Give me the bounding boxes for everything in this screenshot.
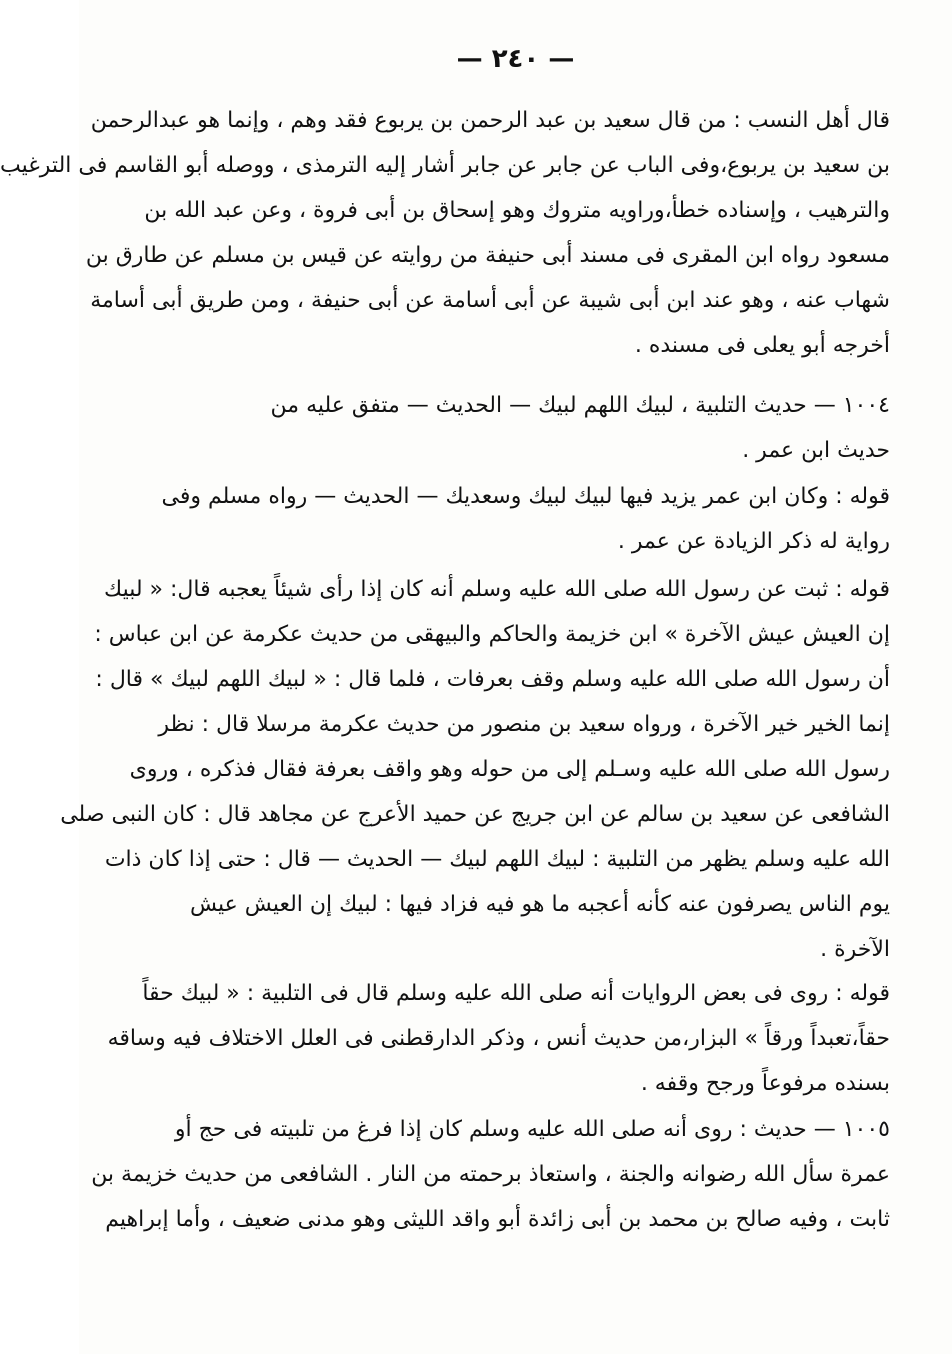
text-line: قوله : روى فى بعض الروايات أنه صلى الله عليه وسلم قال فى التلبية : « لبيك حقاً xyxy=(142,981,890,1006)
paragraph-2 xyxy=(137,383,890,473)
text-line: مسعود رواه ابن المقرى فى مسند أبى حنيفة من روايته عن قيس بن مسلم عن طارق بن xyxy=(85,243,890,268)
text-line: يوم الناس يصرفون عنه كأنه أعجبه ما هو فيه فزاد فيها : لبيك إن العيش عيش xyxy=(189,892,890,917)
text-line: بسنده مرفوعاً ورجح وقفه . xyxy=(640,1071,890,1096)
paragraph-5 xyxy=(107,971,890,1106)
text-line: ١٠٠٥ — حديث : روى أنه صلى الله عليه وسلم كان إذا فرغ من تلبيته فى حج أو xyxy=(174,1117,890,1142)
text-line: الشافعى عن سعيد بن سالم عن ابن جريج عن حميد الأعرج عن مجاهد قال : كان النبى صلى xyxy=(60,802,890,827)
text-line: حقاً،تعبداً ورقاً » البزار،من حديث أنس ، وذكر الدارقطنى فى العلل الاختلاف فيه وساقه xyxy=(107,1026,890,1051)
page-number: — ٢٤٠ — xyxy=(456,44,575,74)
text-line: رسول الله صلى الله عليه وسـلم إلى من حوله وهو واقف بعرفة فقال فذكره ، وروى xyxy=(129,757,890,782)
text-line: قوله : ثبت عن رسول الله صلى الله عليه وسلم أنه كان إذا رأى شيئاً يعجبه قال: « لبيك xyxy=(104,577,890,602)
text-line: قال أهل النسب : من قال سعيد بن عبد الرحمن بن يربوع فقد وهم ، وإنما هو عبدالرحمن xyxy=(90,108,890,133)
text-line: شهاب عنه ، وهو عند ابن أبى شيبة عن أبى أسامة عن أبى حنيفة ، ومن طريق أبى أسامة xyxy=(90,288,890,313)
text-line: الآخرة . xyxy=(820,937,890,962)
text-line: أن رسول الله صلى الله عليه وسلم وقف بعرفات ، فلما قال : « لبيك اللهم لبيك » قال : xyxy=(95,667,890,692)
paragraph-4 xyxy=(60,567,890,972)
text-line: أخرجه أبو يعلى فى مسنده . xyxy=(634,333,890,358)
text-line: حديث ابن عمر . xyxy=(742,438,890,463)
text-line: إنما الخير خير الآخرة ، ورواه سعيد بن منصور من حديث عكرمة مرسلا قال : نظر xyxy=(158,712,890,737)
text-line: عمرة سأل الله رضوانه والجنة ، واستعاذ برحمته من النار . الشافعى من حديث خزيمة بن xyxy=(91,1162,890,1187)
text-line: قوله : وكان ابن عمر يزيد فيها لبيك لبيك وسعديك — الحديث — رواه مسلم وفى xyxy=(161,484,890,509)
text-line: الله عليه وسلم يظهر من التلبية : لبيك اللهم لبيك — الحديث — قال : حتى إذا كان ذات xyxy=(104,847,890,872)
text-line: إن العيش عيش الآخرة » ابن خزيمة والحاكم والبيهقى من حديث عكرمة عن ابن عباس : xyxy=(94,622,890,647)
text-line: ١٠٠٤ — حديث التلبية ، لبيك اللهم لبيك — الحديث — متفق عليه من xyxy=(270,393,890,418)
paragraph-6 xyxy=(91,1107,890,1242)
text-line: ثابت ، وفيه صالح بن محمد بن أبى زائدة أبو واقد الليثى وهو مدنى ضعيف ، وأما إبراهيم xyxy=(105,1207,890,1232)
text-line: بن سعيد بن يربوع،وفى الباب عن جابر عن جابر أشار إليه الترمذى ، ووصله أبو القاسم فى الترغيب xyxy=(0,153,890,178)
text-line: رواية له ذكر الزيادة عن عمر . xyxy=(617,529,890,554)
paragraph-1 xyxy=(0,98,890,368)
paragraph-3 xyxy=(137,474,890,564)
text-line: والترهيب ، وإسناده خطأ،وراويه متروك وهو إسحاق بن أبى فروة ، وعن عبد الله بن xyxy=(144,198,890,223)
